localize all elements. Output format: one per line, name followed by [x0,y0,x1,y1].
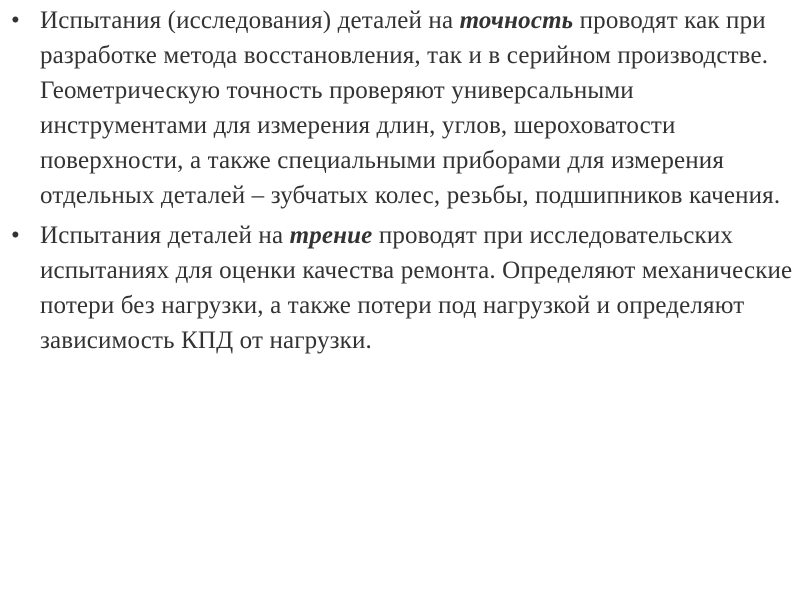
bullet-list [0,4,800,365]
bullet-icon: • [11,222,20,250]
bullet-icon: • [11,7,20,34]
bullet-text-before: Испытания (исследования) деталей на [40,7,460,34]
bullet-item-accuracy [0,4,800,213]
bullet-text-after: проводят при исследовательских испытаниях для оценки качества ремонта. Определяют механические потери без нагрузки, а также потери под нагрузкой и определяют зависимость КПД от нагрузки. [40,222,793,355]
bullet-text-before: Испытания деталей на [40,222,290,250]
bullet-text-after: проводят как при разработке метода восстановления, так и в серийном производстве. Геометрическую точность проверяют универсальными инструментами для измерения длин, углов, шероховатости поверхности, а также специальными приборами для измерения отдельных деталей – зубчатых колес, резьбы, подшипников качения. [40,7,781,209]
bullet-emphasis: точность [459,7,574,34]
bullet-emphasis: трение [289,222,373,250]
bullet-item-friction [0,219,800,359]
